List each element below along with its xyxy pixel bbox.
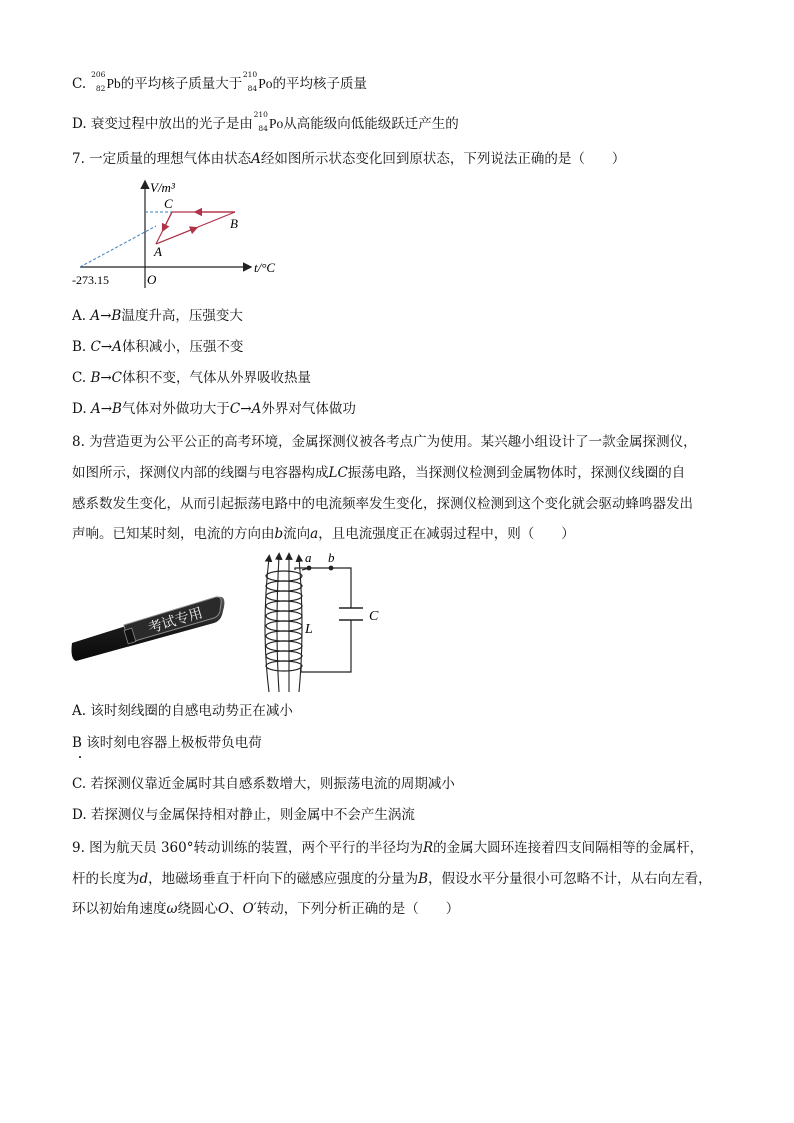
point-b-label: B (230, 216, 238, 231)
q6-option-c[interactable] (72, 70, 367, 94)
q7-stem: 7. 一定质量的理想气体由状态A经如图所示状态变化回到原状态，下列说法正确的是（ ） (72, 151, 626, 167)
nuclide-symbol: Po (268, 116, 284, 131)
q8-option-c[interactable]: C. 若探测仪靠近金属时其自感系数增大，则振荡电流的周期减小 (72, 776, 455, 792)
lc-circuit-diagram (255, 548, 395, 694)
q9-stem-line-2: 杆的长度为d，地磁场垂直于杆向下的磁感应强度的分量为B，假设水平分量很小可忽略不计，从右向左看， (72, 871, 712, 887)
capacitor-label: C (369, 609, 379, 624)
x-axis-label: t/°C (254, 260, 276, 275)
q7-vt-graph (68, 176, 288, 292)
q8-stem-line-4: 声响。已知某时刻，电流的方向由b流向a，且电流强度正在减弱过程中，则（ ） (72, 526, 575, 542)
option-text: 的平均核子质量 (272, 76, 367, 92)
y-axis-label: V/m³ (150, 180, 175, 195)
node-a-label: a (305, 550, 312, 565)
q8-option-a[interactable]: A. 该时刻线圈的自感电动势正在减小 (72, 703, 293, 719)
q8-stem-line-1: 8. 为营造更为公平公正的高考环境，金属探测仪被各考点广为使用。某兴趣小组设计了一款金属探测仪， (72, 434, 697, 450)
inductor-label: L (305, 622, 313, 637)
node-b-label: b (328, 550, 335, 565)
intercept-label: -273.15 (72, 273, 109, 287)
q8-stem-line-2: 如图所示，探测仪内部的线圈与电容器构成LC振荡电路，当探测仪检测到金属物体时，探测仪线圈的自 (72, 465, 686, 481)
nuclide-symbol: Po (258, 76, 273, 91)
point-c-label: C (164, 196, 173, 211)
q8-stem-line-3: 感系数发生变化，从而引起振荡电路中的电流频率发生变化，探测仪检测到这个变化就会驱动蜂鸣器发出 (72, 496, 693, 512)
stray-mark (79, 756, 81, 758)
q7-option-b[interactable]: B. C→A体积减小，压强不变 (72, 339, 244, 355)
q7-option-d[interactable]: D. A→B气体对外做功大于C→A外界对气体做功 (72, 401, 356, 417)
nuclide-pb: 206 82 (91, 70, 106, 93)
q8-option-d[interactable]: D. 若探测仪与金属保持相对静止，则金属中不会产生涡流 (72, 807, 415, 823)
option-text: 的平均核子质量大于 (120, 76, 243, 92)
device-label: 考试专用 (146, 606, 205, 637)
q9-stem-line-1: 9. 图为航天员 360°转动训练的装置，两个平行的半径均为R的金属大圆环连接着四支间隔相等的金属杆， (72, 840, 704, 856)
q8-option-b[interactable]: B 该时刻电容器上极板带负电荷 (72, 735, 262, 751)
metal-detector-image (70, 585, 230, 665)
option-label: C. (72, 76, 87, 92)
point-a-label: A (154, 244, 162, 259)
q7-option-c[interactable]: C. B→C体积不变，气体从外界吸收热量 (72, 370, 312, 386)
q7-option-a[interactable]: A. A→B温度升高，压强变大 (72, 308, 243, 324)
option-text: 从高能级向低能级跃迁产生的 (283, 116, 459, 132)
nuclide-po: 210 84 (253, 110, 268, 133)
q9-stem-line-3: 环以初始角速度ω绕圆心O、O′转动，下列分析正确的是（ ） (72, 901, 460, 917)
nuclide-symbol: Pb (106, 76, 121, 91)
option-text: D. 衰变过程中放出的光子是由 (72, 116, 253, 132)
inductor-coil (266, 571, 302, 671)
q6-option-d[interactable] (72, 110, 459, 134)
nuclide-po: 210 84 (242, 70, 258, 93)
origin-label: O (147, 272, 157, 287)
